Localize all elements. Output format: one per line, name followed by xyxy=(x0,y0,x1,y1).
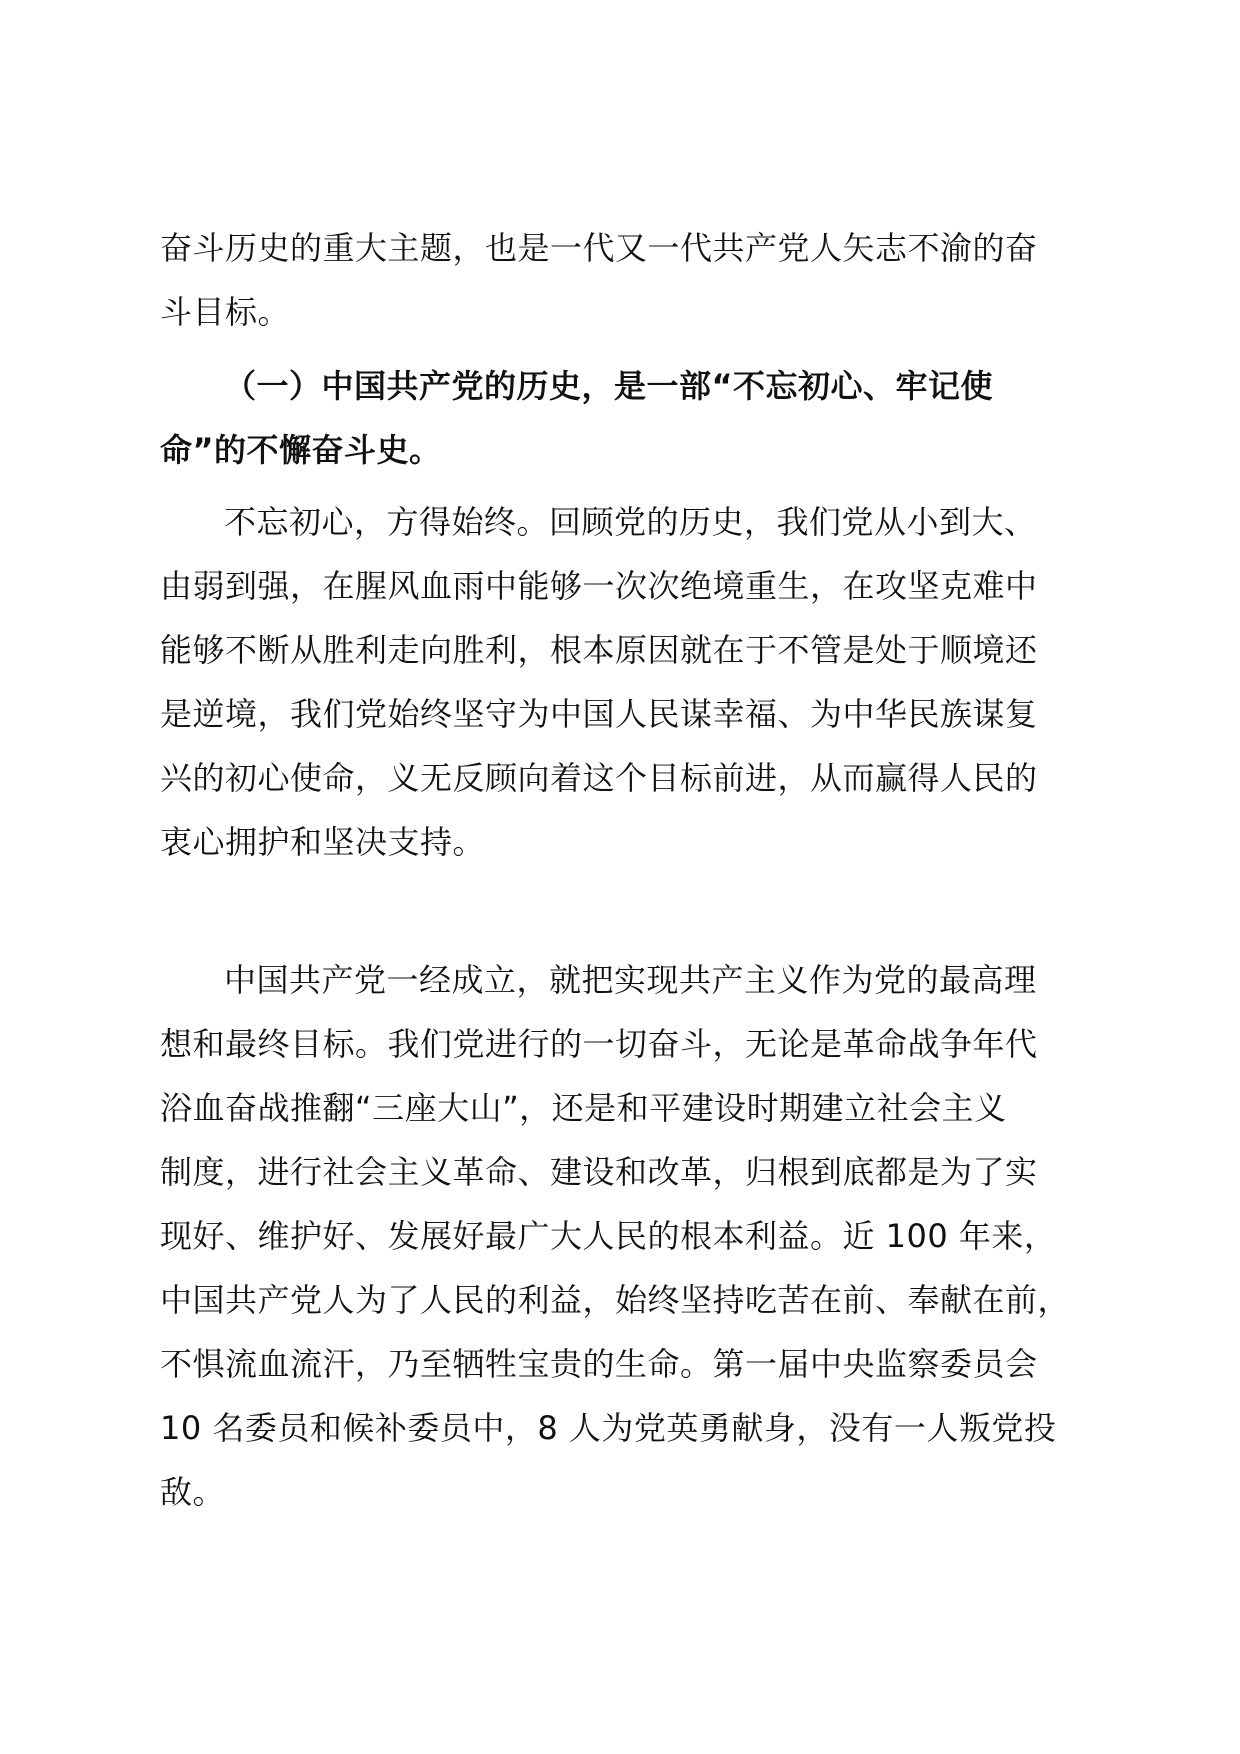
text-line: 奋斗历史的重大主题，也是一代又一代共产党人矢志不渝的奋 xyxy=(160,229,1038,267)
text-line: 制度，进行社会主义革命、建设和改革，归根到底都是为了实 xyxy=(160,1153,1038,1191)
heading-line: 命”的不懈奋斗史。 xyxy=(160,431,442,469)
text-line: 中国共产党人为了人民的利益，始终坚持吃苦在前、奉献在前， xyxy=(160,1281,1071,1319)
text-line: 衷心拥护和坚决支持。 xyxy=(160,823,486,861)
text-line: 浴血奋战推翻“三座大山”，还是和平建设时期建立社会主义 xyxy=(160,1089,1007,1127)
text-line: 不惧流血流汗，乃至牺牲宝贵的生命。第一届中央监察委员会 xyxy=(160,1345,1038,1383)
text-line: 不忘初心，方得始终。回顾党的历史，我们党从小到大、 xyxy=(224,503,1037,541)
text-line: 是逆境，我们党始终坚守为中国人民谋幸福、为中华民族谋复 xyxy=(160,695,1038,733)
text-line: 10 名委员和候补委员中，8 人为党英勇献身，没有一人叛党投 xyxy=(160,1409,1057,1447)
section-heading xyxy=(160,354,1082,482)
text-line: 敌。 xyxy=(160,1473,226,1511)
paragraph-continuation xyxy=(160,216,1082,344)
text-line: 兴的初心使命，义无反顾向着这个目标前进，从而赢得人民的 xyxy=(160,759,1038,797)
text-line: 中国共产党一经成立，就把实现共产主义作为党的最高理 xyxy=(224,961,1037,999)
heading-line: （一）中国共产党的历史，是一部“不忘初心、牢记使 xyxy=(224,367,994,405)
text-line: 能够不断从胜利走向胜利，根本原因就在于不管是处于顺境还 xyxy=(160,631,1038,669)
text-line: 现好、维护好、发展好最广大人民的根本利益。近 100 年来， xyxy=(160,1217,1057,1255)
body-paragraph xyxy=(160,490,1082,874)
text-line: 想和最终目标。我们党进行的一切奋斗，无论是革命战争年代 xyxy=(160,1025,1038,1063)
text-line: 由弱到强，在腥风血雨中能够一次次绝境重生，在攻坚克难中 xyxy=(160,567,1038,605)
body-paragraph xyxy=(160,948,1082,1524)
text-line: 斗目标。 xyxy=(160,293,291,331)
